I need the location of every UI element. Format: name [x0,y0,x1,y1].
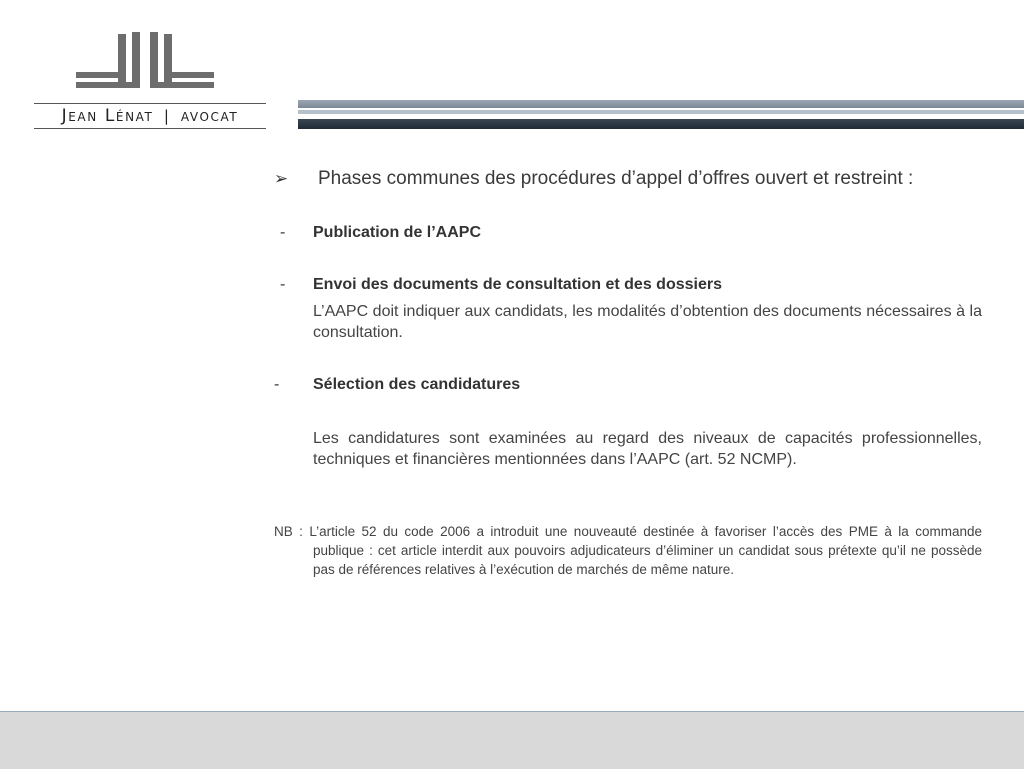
logo-tagline: avocat [180,106,239,126]
logo-name: Jean Lénat [61,106,154,126]
list-dash: - [280,224,286,241]
slide-title: Phases communes des procédures d’appel d’offres ouvert et restreint : [318,168,914,189]
list-dash: - [280,276,286,293]
header-stripe-2 [298,110,1024,114]
slide-title-row [270,168,982,196]
logo [34,32,266,132]
list-dash: - [274,376,280,393]
list-item-body: L’AAPC doit indiquer aux candidats, les modalités d’obtention des documents nécessaires à la consultation. [313,303,982,341]
logo-separator: | [163,107,171,125]
list-item-heading: Envoi des documents de consultation et des dossiers [313,276,722,293]
logo-divider-top [34,103,266,104]
logo-divider-bottom [34,128,266,129]
header-stripes [298,100,1024,132]
logo-mark-icon [74,32,216,92]
list-item-heading: Sélection des candidatures [313,376,521,393]
nb-note: NB : L’article 52 du code 2006 a introduit une nouveauté destinée à favoriser l’accès des PME à la commande publique : cet article interdit aux pouvoirs adjudicateurs d’éliminer un candidat sous prétexte qu’il ne possède pas de références relatives à l’exécution de marchés de même nature. [274,524,982,577]
header-stripe-1 [298,100,1024,108]
list-item-heading: Publication de l’AAPC [313,224,482,241]
arrow-bullet-icon: ➢ [274,169,289,188]
logo-wordmark [34,106,266,126]
list-item-body: Les candidatures sont examinées au regard des niveaux de capacités professionnelles, techniques et financières mentionnées dans l’AAPC (art. 52 NCMP). [313,430,982,468]
footer-bar [0,711,1024,769]
slide-content [270,168,982,577]
header-stripe-3 [298,119,1024,129]
